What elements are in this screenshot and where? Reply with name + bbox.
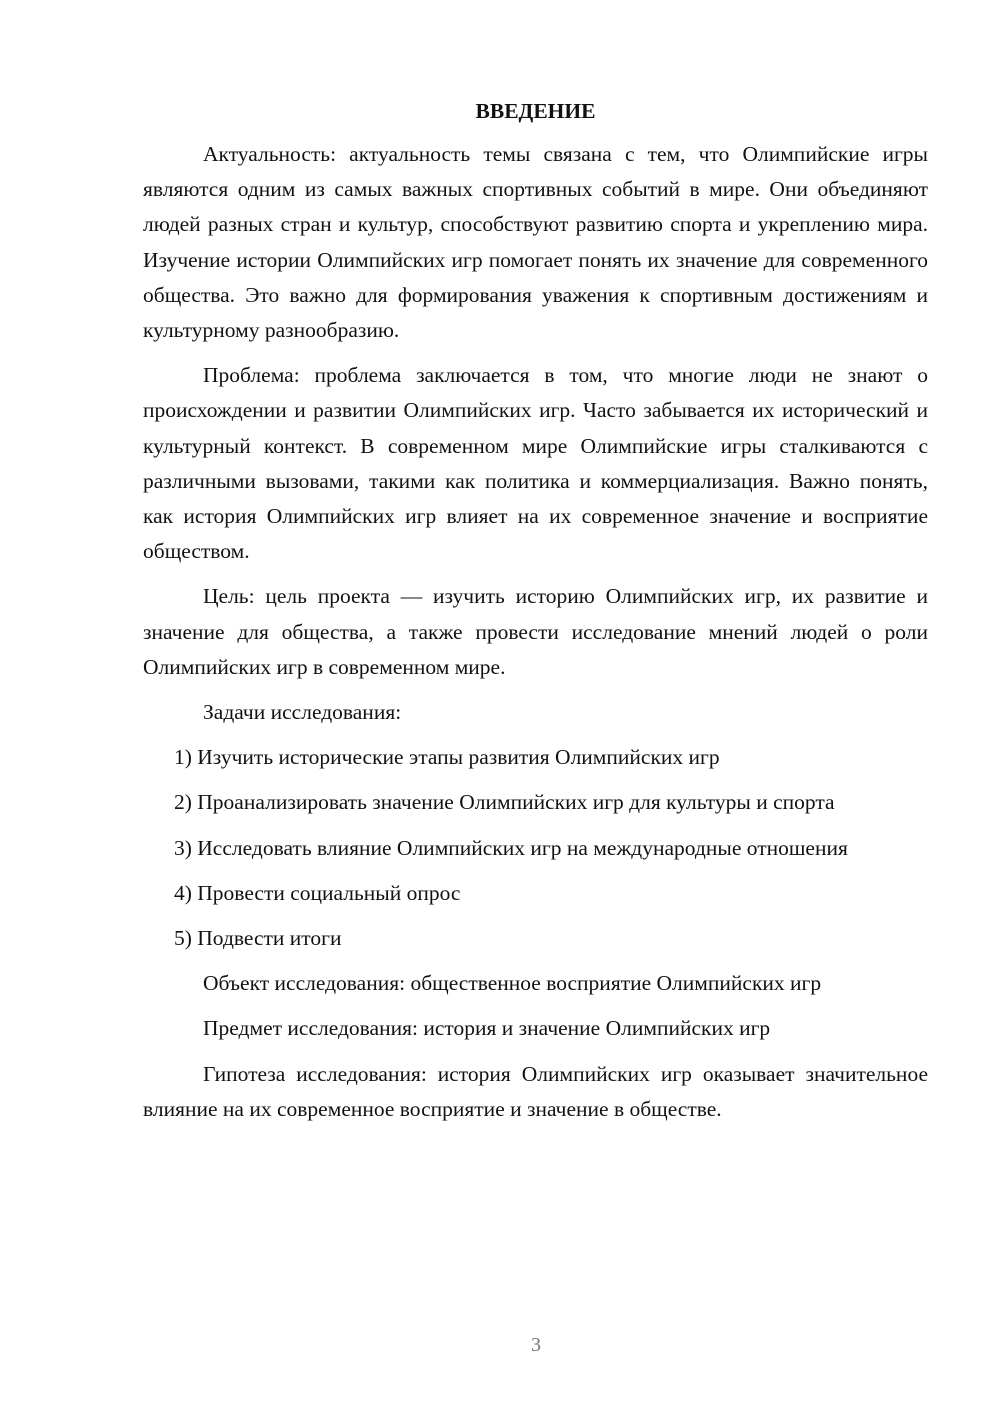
task-item-5: 5) Подвести итоги [174,926,342,951]
research-hypothesis: Гипотеза исследования: история Олимпийских игр оказывает значительное влияние на их современное восприятие и значение в обществе. [143,1061,928,1121]
relevance-paragraph: Актуальность: актуальность темы связана с тем, что Олимпийские игры являются одним из самых важных спортивных событий в мире. Они объединяют людей разных стран и культур, способствуют развитию спорта и укреплению мира. Изучение истории Олимпийских игр помогает понять их значение для современного общества. Это важно для формирования уважения к спортивным достижениям и культурному разнообразию. [143,142,928,343]
research-subject: Предмет исследования: история и значение Олимпийских игр [203,1016,771,1041]
tasks-heading: Задачи исследования: [203,700,402,725]
page-number: 3 [531,1334,541,1356]
tasks-list [143,740,928,956]
page-body [143,96,928,1137]
task-item-3: 3) Исследовать влияние Олимпийских игр на международные отношения [174,835,848,860]
task-item-2: 2) Проанализировать значение Олимпийских игр для культуры и спорта [174,790,835,815]
goal-paragraph: Цель: цель проекта — изучить историю Олимпийских игр, их развитие и значение для общества, а также провести исследование мнений людей о роли Олимпийских игр в современном мире. [143,584,928,679]
section-title: ВВЕДЕНИЕ [475,99,596,123]
research-object: Объект исследования: общественное восприятие Олимпийских игр [203,971,822,996]
problem-paragraph: Проблема: проблема заключается в том, что многие люди не знают о происхождении и развитии Олимпийских игр. Часто забывается их исторический и культурный контекст. В современном мире Олимпийские игры сталкиваются с различными вызовами, такими как политика и коммерциализация. Важно понять, как история Олимпийских игр влияет на их современное значение и восприятие обществом. [143,363,928,564]
task-item-4: 4) Провести социальный опрос [174,880,461,905]
task-item-1: 1) Изучить исторические этапы развития Олимпийских игр [174,745,720,770]
